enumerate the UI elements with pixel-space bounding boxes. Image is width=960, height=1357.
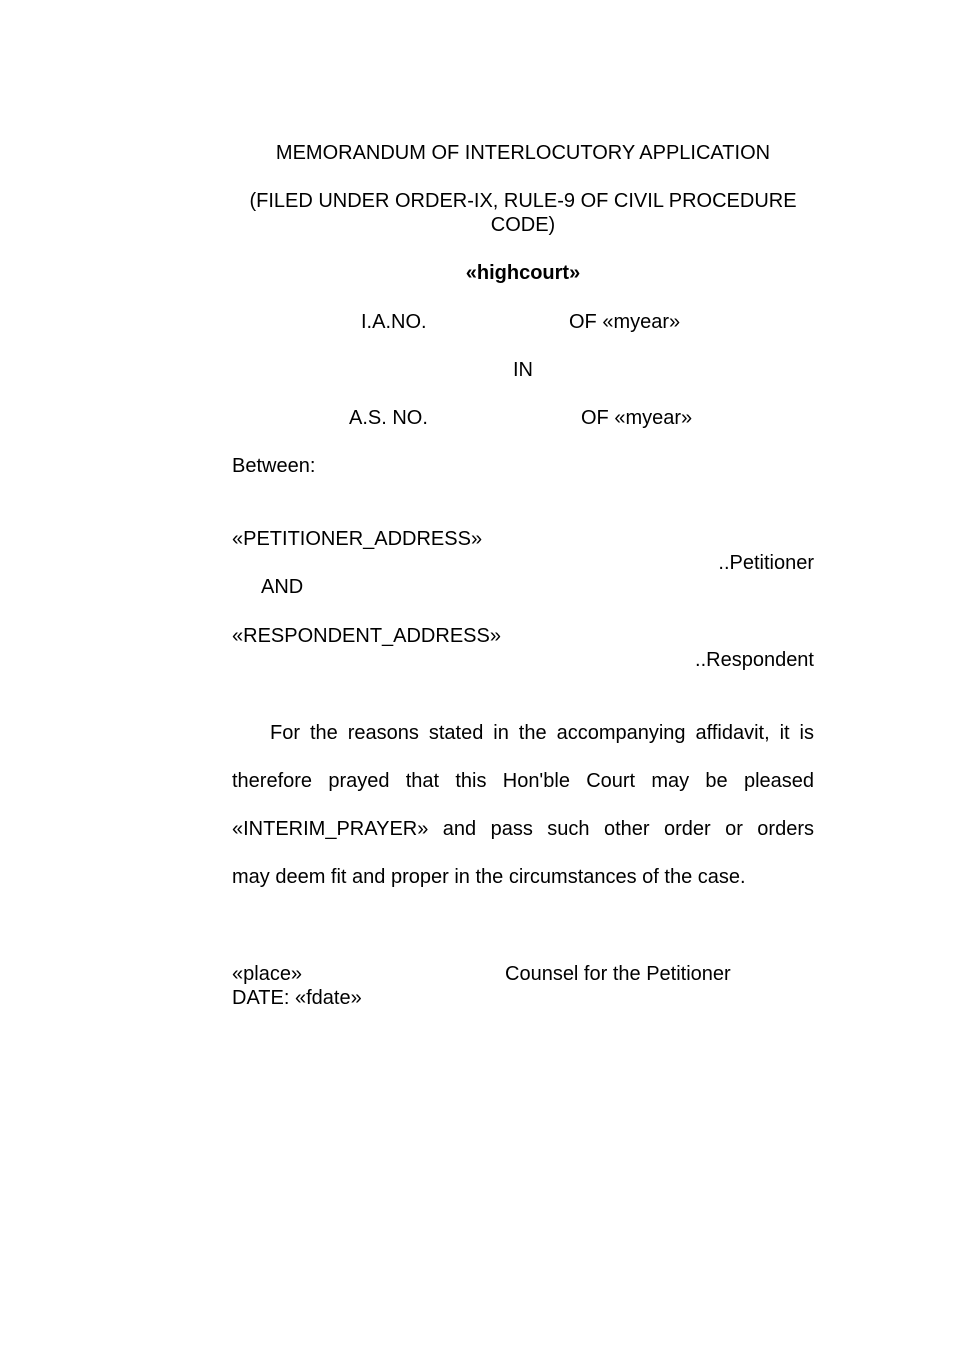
subtitle-line-1: (FILED UNDER ORDER-IX, RULE-9 OF CIVIL PROCEDURE: [249, 190, 797, 212]
petitioner-address: «PETITIONER_ADDRESS»: [232, 528, 483, 550]
document-subtitle: [232, 189, 814, 237]
date-field: DATE: «fdate»: [232, 987, 362, 1009]
respondent-role: ..Respondent: [695, 649, 814, 671]
document-title: MEMORANDUM OF INTERLOCUTORY APPLICATION: [275, 142, 771, 164]
petitioner-role: ..Petitioner: [718, 552, 814, 574]
prayer-line-2: therefore prayed that this Hon'ble Court may be pleased: [232, 770, 814, 792]
place-field: «place»: [232, 963, 303, 985]
prayer-paragraph: [232, 709, 814, 901]
ia-year: OF «myear»: [569, 311, 681, 333]
counsel-signatory: Counsel for the Petitioner: [505, 963, 731, 985]
in-connector: IN: [513, 359, 533, 381]
between-label: Between:: [232, 455, 316, 477]
respondent-address: «RESPONDENT_ADDRESS»: [232, 625, 501, 647]
ia-number-label: I.A.NO.: [361, 311, 427, 333]
as-year: OF «myear»: [581, 407, 693, 429]
and-label: AND: [261, 576, 304, 598]
as-number-label: A.S. NO.: [349, 407, 428, 429]
prayer-line-4: may deem fit and proper in the circumstances of the case.: [232, 866, 746, 888]
court-name: «highcourt»: [465, 262, 581, 284]
prayer-line-1: For the reasons stated in the accompanying affidavit, it is: [270, 722, 814, 744]
subtitle-line-2: CODE): [490, 214, 556, 236]
prayer-line-3: «INTERIM_PRAYER» and pass such other order or orders: [232, 818, 814, 840]
